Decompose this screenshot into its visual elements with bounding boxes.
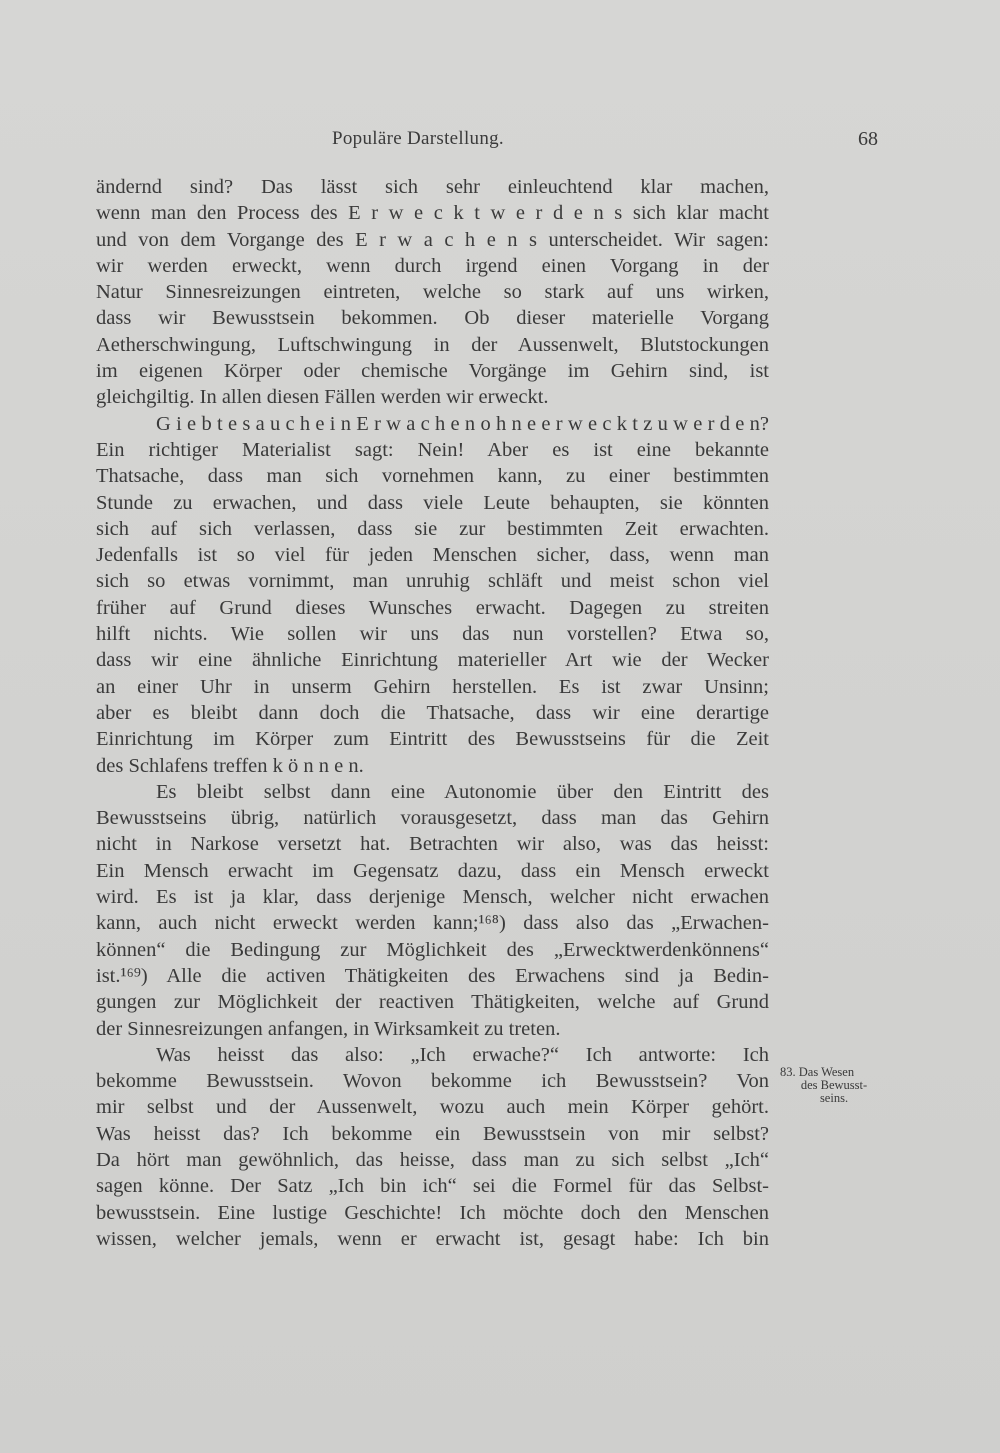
text-line: dass wir Bewusstsein bekommen. Ob dieser materielle Vorgang [96,307,769,330]
text-line: Jedenfalls ist so viel für jeden Menschen sicher, dass, wenn man [96,544,769,567]
text-line: dass wir eine ähnliche Einrichtung materieller Art wie der Wecker [96,649,769,672]
margin-note-line: des Bewusst- [800,1078,868,1092]
text-line: G i e b t e s a u c h e i n E r w a c h e n o h n e e r w e c k t z u w e r d e n? [156,412,769,435]
text-line: Aetherschwingung, Luftschwingung in der Aussenwelt, Blutstockungen [96,333,769,356]
text-line: Da hört man gewöhnlich, das heisse, dass man zu sich selbst „Ich“ [96,1148,769,1171]
text-line: Bewusstseins übrig, natürlich vorausgesetzt, dass man das Gehirn [96,807,769,830]
text-line: wenn man den Process des E r w e c k t w e r d e n s sich klar macht [96,202,769,225]
text-line: Thatsache, dass man sich vornehmen kann, zu einer bestimmten [96,465,769,488]
text-line: wissen, welcher jemals, wenn er erwacht ist, gesagt habe: Ich bin [96,1227,769,1250]
text-line: Ein Mensch erwacht im Gegensatz dazu, dass ein Mensch erweckt [96,859,769,882]
text-line: und von dem Vorgange des E r w a c h e n s unterscheidet. Wir sagen: [96,228,769,251]
text-line: hilft nichts. Wie sollen wir uns das nun vorstellen? Etwa so, [96,623,769,646]
text-line: Natur Sinnesreizungen eintreten, welche so stark auf uns wirken, [96,281,769,304]
running-header [100,128,878,158]
text-line: gleichgiltig. In allen diesen Fällen werden wir erweckt. [96,386,549,409]
text-line: Es bleibt selbst dann eine Autonomie über den Eintritt des [156,780,769,803]
text-line: wird. Es ist ja klar, dass derjenige Mensch, welcher nicht erwachen [96,886,769,909]
text-line: gungen zur Möglichkeit der reactiven Thätigkeiten, welche auf Grund [96,991,769,1014]
body-text [96,174,769,1252]
text-line: sagen könne. Der Satz „Ich bin ich“ sei die Formel für das Selbst- [96,1175,769,1198]
text-line: Was heisst das? Ich bekomme ein Bewusstsein von mir selbst? [96,1122,769,1145]
text-line: können“ die Bedingung zur Möglichkeit des „Erwecktwerdenkönnens“ [96,938,769,961]
text-line: Ein richtiger Materialist sagt: Nein! Aber es ist eine bekannte [96,438,769,461]
text-line: ist.¹⁶⁹) Alle die activen Thätigkeiten des Erwachens sind ja Bedin- [96,964,769,987]
text-line: Was heisst das also: „Ich erwache?“ Ich antworte: Ich [156,1043,769,1066]
margin-note [774,1066,894,1105]
page-number: 68 [858,128,878,150]
text-line: Stunde zu erwachen, und dass viele Leute behaupten, sie könnten [96,491,769,514]
margin-note-line: seins. [819,1091,849,1105]
text-line: Einrichtung im Körper zum Eintritt des Bewusstseins für die Zeit [96,728,769,751]
text-line: sich so etwas vornimmt, man unruhig schläft und meist schon viel [96,570,769,593]
text-line: mir selbst und der Aussenwelt, wozu auch mein Körper gehört. [96,1096,769,1119]
text-line: des Schlafens treffen k ö n n e n. [96,754,364,777]
text-line: kann, auch nicht erweckt werden kann;¹⁶⁸) dass also das „Erwachen- [96,912,769,935]
text-line: der Sinnesreizungen anfangen, in Wirksamkeit zu treten. [96,1017,561,1040]
text-line: nicht in Narkose versetzt hat. Betrachten wir also, was das heisst: [96,833,769,856]
text-line: bewusstsein. Eine lustige Geschichte! Ich möchte doch den Menschen [96,1201,769,1224]
text-line: sich auf sich verlassen, dass sie zur bestimmten Zeit erwachten. [96,517,769,540]
header-title: Populäre Darstellung. [332,128,504,149]
text-line: an einer Uhr in unserm Gehirn herstellen. Es ist zwar Unsinn; [96,675,769,698]
margin-note-line: 83. Das Wesen [780,1065,855,1079]
text-line: bekomme Bewusstsein. Wovon bekomme ich Bewusstsein? Von [96,1070,769,1093]
text-line: ändernd sind? Das lässt sich sehr einleuchtend klar machen, [96,176,769,198]
text-line: aber es bleibt dann doch die Thatsache, dass wir eine derartige [96,701,769,724]
text-line: wir werden erweckt, wenn durch irgend einen Vorgang in der [96,254,769,277]
text-line: im eigenen Körper oder chemische Vorgänge im Gehirn sind, ist [96,360,769,383]
text-line: früher auf Grund dieses Wunsches erwacht. Dagegen zu streiten [96,596,769,619]
